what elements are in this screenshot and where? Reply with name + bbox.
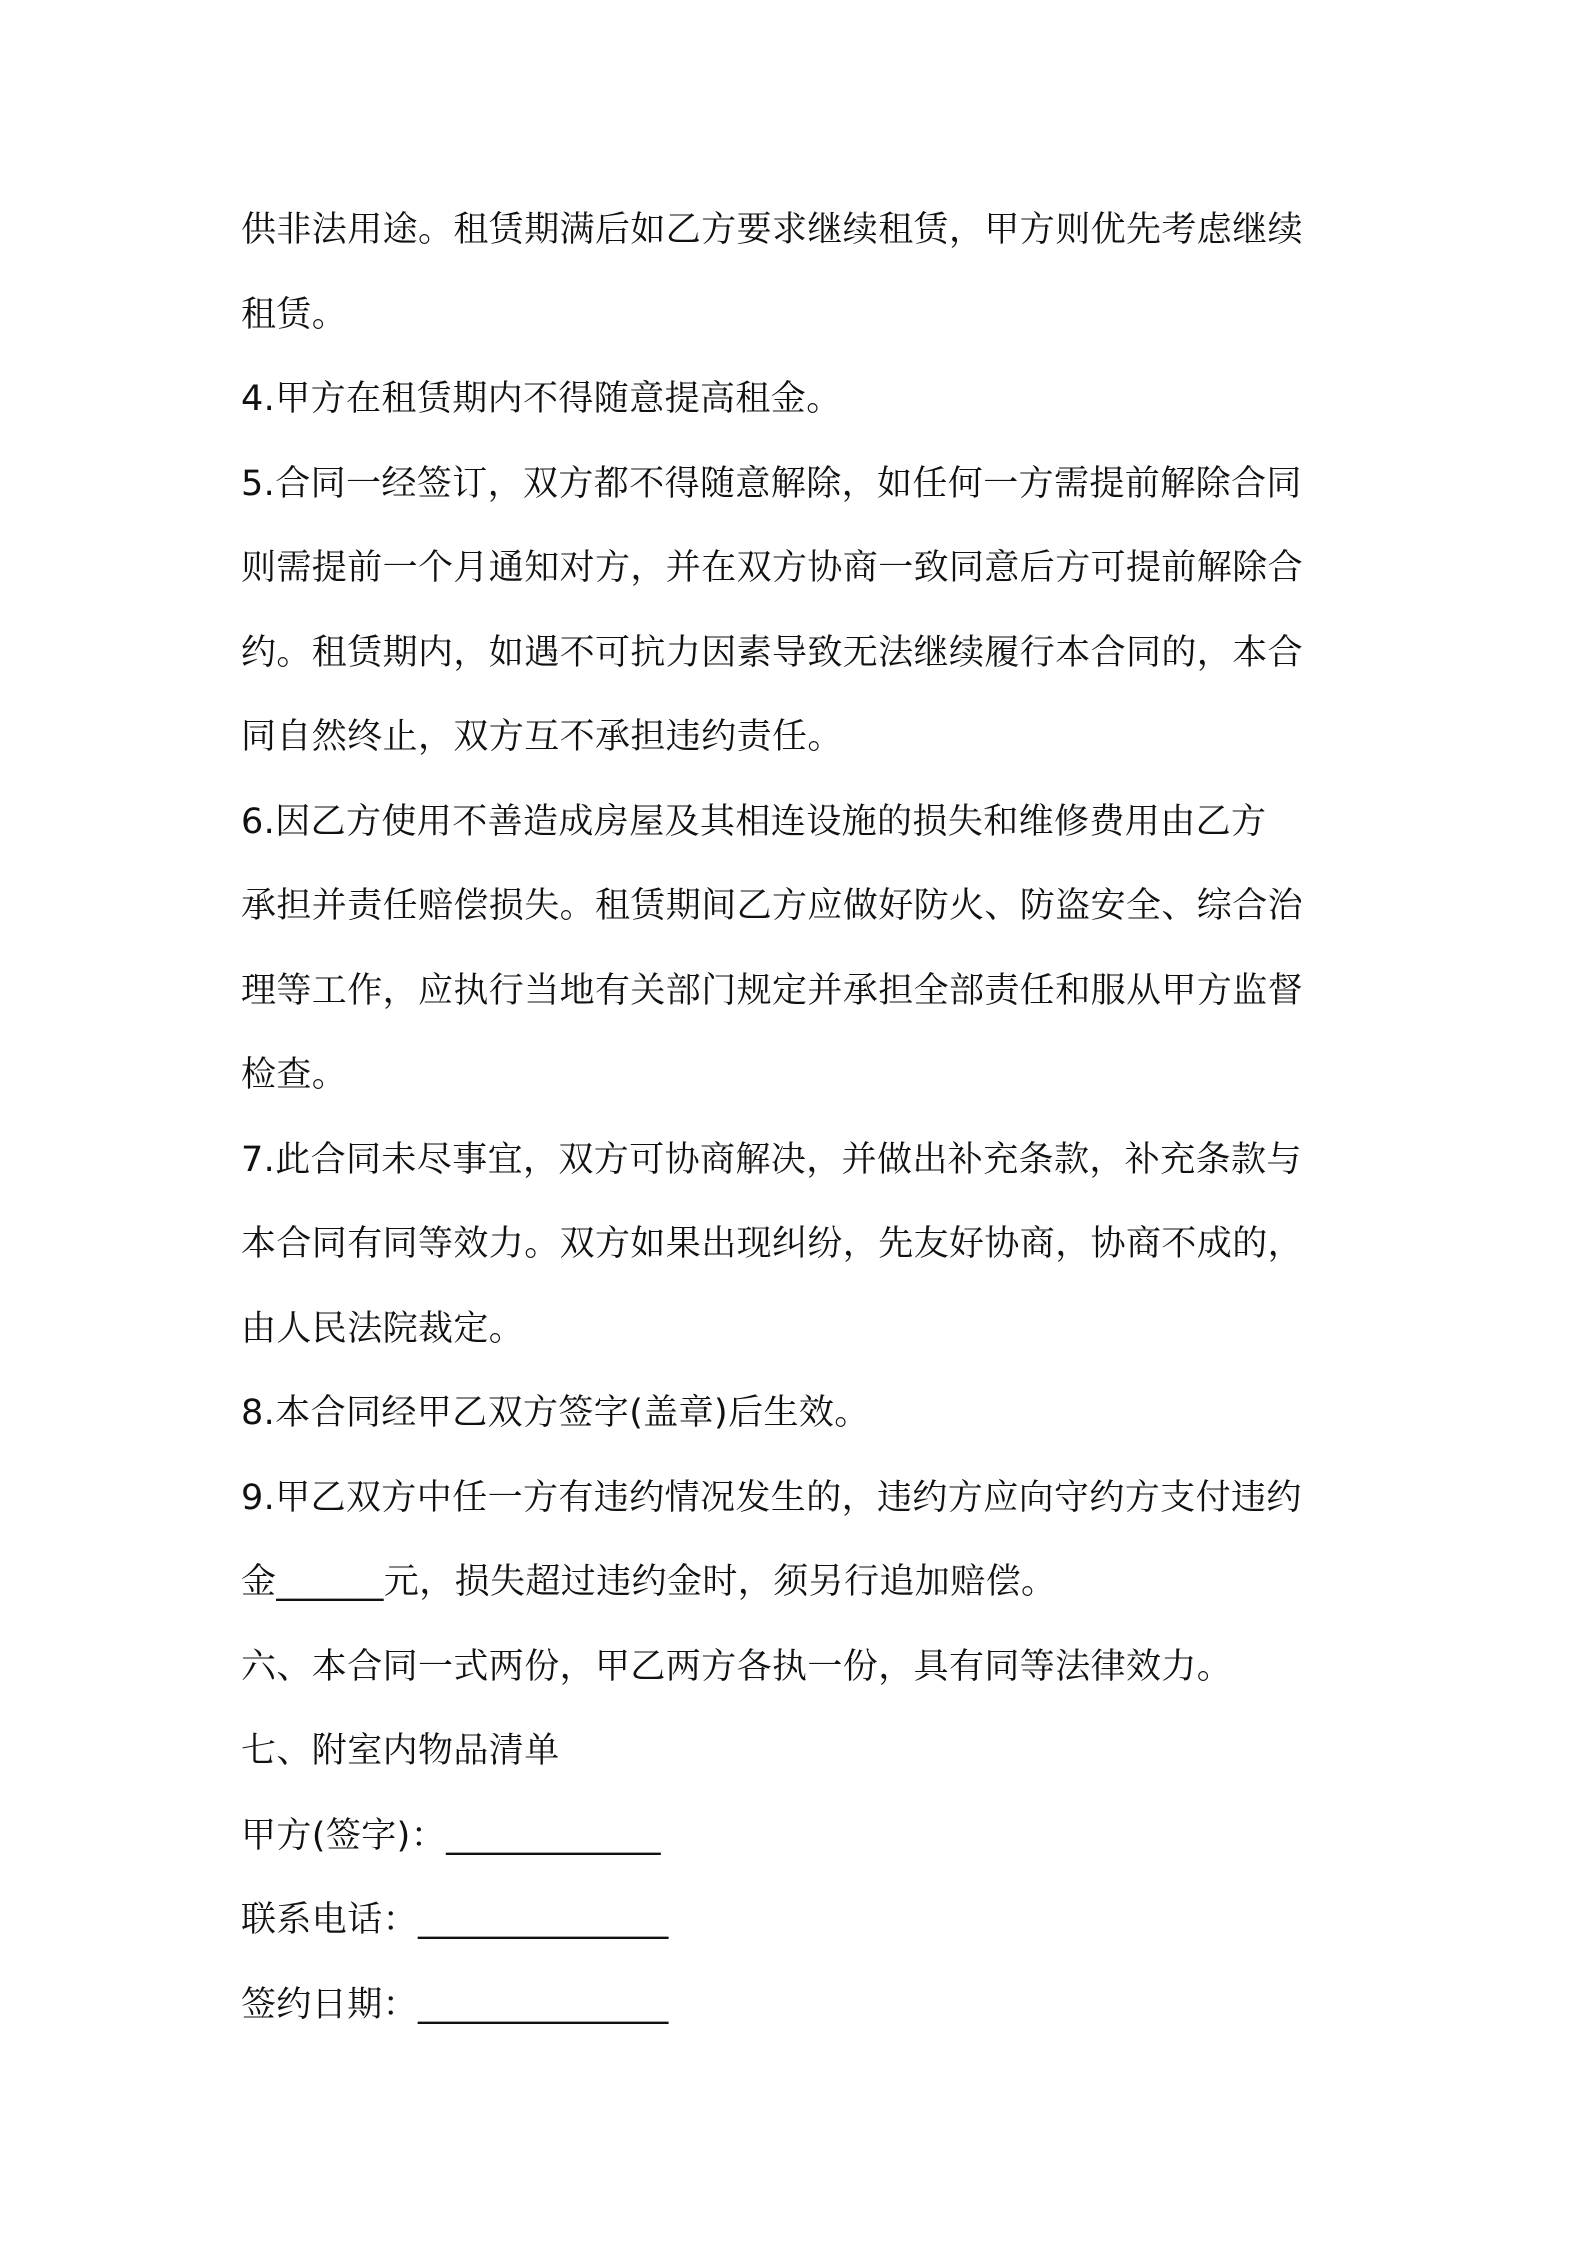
text-line: 约。租赁期内，如遇不可抗力因素导致无法继续履行本合同的，本合 <box>241 632 1304 673</box>
clause-9: 9.甲乙双方中任一方有违约情况发生的，违约方应向守约方支付违约 <box>241 1477 1302 1518</box>
text-line: 供非法用途。租赁期满后如乙方要求继续租赁，甲方则优先考虑继续 <box>241 210 1304 250</box>
text-line: 检查。 <box>241 1055 348 1095</box>
text-line: 租赁。 <box>241 294 348 335</box>
text-line: 金______元，损失超过违约金时，须另行追加赔偿。 <box>241 1562 1057 1602</box>
clause-8: 8.本合同经甲乙双方签字(盖章)后生效。 <box>241 1393 870 1433</box>
clause-6: 6.因乙方使用不善造成房屋及其相连设施的损失和维修费用由乙方 <box>241 801 1267 842</box>
clause-7: 7.此合同未尽事宜，双方可协商解决，并做出补充条款，补充条款与 <box>241 1139 1302 1180</box>
text-line: 本合同有同等效力。双方如果出现纠纷，先友好协商，协商不成的， <box>241 1224 1304 1264</box>
text-line: 理等工作，应执行当地有关部门规定并承担全部责任和服从甲方监督 <box>241 970 1304 1011</box>
party-a-signature-line: 甲方(签字)：____________ <box>241 1815 661 1856</box>
contact-phone-line: 联系电话：______________ <box>241 1900 669 1940</box>
text-line: 同自然终止，双方互不承担违约责任。 <box>241 717 843 757</box>
text-line: 则需提前一个月通知对方，并在双方协商一致同意后方可提前解除合 <box>241 548 1304 588</box>
text-line: 由人民法院裁定。 <box>241 1308 525 1349</box>
section-seven: 七、附室内物品清单 <box>241 1731 560 1771</box>
text-line: 承担并责任赔偿损失。租赁期间乙方应做好防火、防盗安全、综合治 <box>241 886 1304 926</box>
signing-date-line: 签约日期：______________ <box>241 1984 669 2025</box>
clause-5: 5.合同一经签订，双方都不得随意解除，如任何一方需提前解除合同 <box>241 463 1302 504</box>
section-six: 六、本合同一式两份，甲乙两方各执一份，具有同等法律效力。 <box>241 1646 1233 1687</box>
contract-body <box>241 198 1351 2057</box>
clause-4: 4.甲方在租赁期内不得随意提高租金。 <box>241 379 842 419</box>
